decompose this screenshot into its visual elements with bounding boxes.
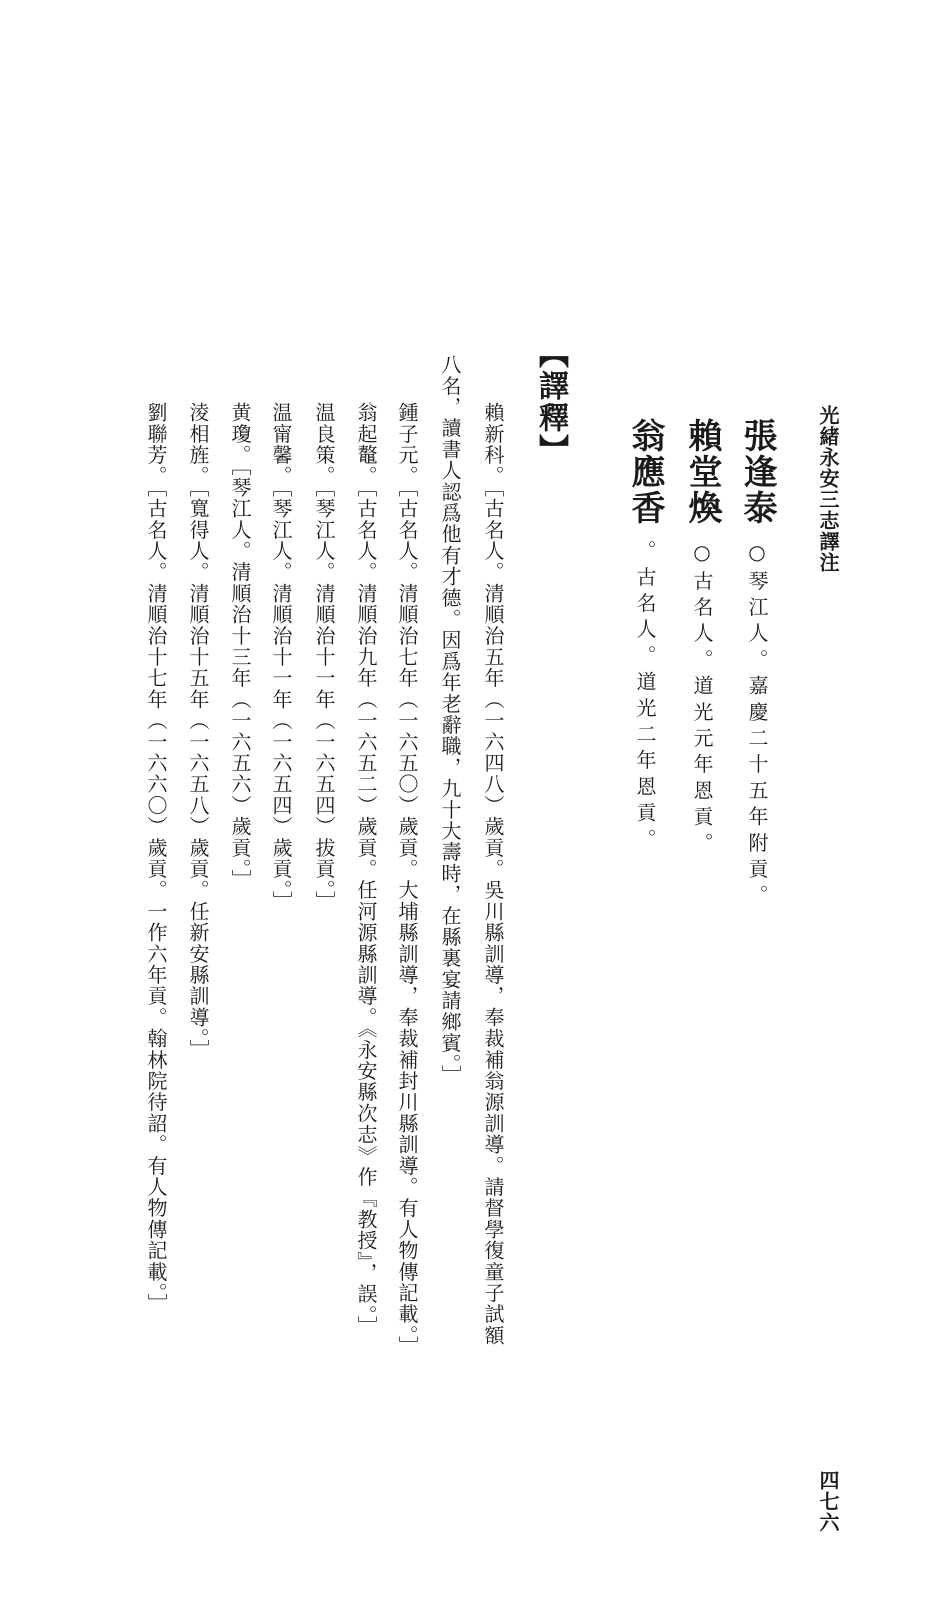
annotation-line: 温甯馨。［琴江人。清順治十一年（一六五四）歲貢。］ bbox=[269, 402, 293, 912]
annotation-line: 劉聯芳。［古名人。清順治十七年（一六六〇）歲貢。一作六年貢。翰林院待詔。有人物傳記載。］ bbox=[144, 402, 168, 1315]
entry-name: 賴堂煥 bbox=[682, 418, 722, 526]
entry-name: 翁應香 bbox=[625, 418, 665, 526]
gongsheng-entry bbox=[737, 418, 777, 911]
entry-description: ○琴江人。嘉慶二十五年附貢。 bbox=[745, 540, 769, 911]
gongsheng-entry bbox=[682, 418, 722, 859]
entry-name: 張逢泰 bbox=[737, 418, 777, 526]
annotation-line: 翁起鼇。［古名人。清順治九年（一六五二）歲貢。任河源縣訓導。《永安縣次志》作『教授』，誤。］ bbox=[354, 402, 378, 1338]
gongsheng-entry bbox=[625, 418, 665, 855]
page-number: 四七六 bbox=[816, 1470, 840, 1533]
entry-description: ○古名人。道光元年恩貢。 bbox=[690, 540, 714, 859]
running-header-title: 光緒永安三志譯注 bbox=[816, 405, 840, 573]
section-heading-translation: 【譯釋】 bbox=[533, 338, 568, 466]
annotation-line: 黄瓊。［琴江人。清順治十三年（一六五六）歲貢。］ bbox=[228, 402, 252, 891]
annotation-line: 温良策。［琴江人。清順治十一年（一六五四）拔貢。］ bbox=[312, 402, 336, 912]
annotation-line: 八名，讀書人認爲他有才德。因爲年老辭職，九十大壽時，在縣裏宴請鄉賓。］ bbox=[438, 354, 462, 1086]
entry-description: 。古名人。道光二年恩貢。 bbox=[633, 540, 657, 855]
annotation-line: 淩相旌。［寬得人。清順治十五年（一六五八）歲貢。任新安縣訓導。］ bbox=[186, 402, 210, 1061]
annotation-line: 鍾子元。［古名人。清順治七年（一六五〇）歲貢。大埔縣訓導，奉裁補封川縣訓導。有人物傳記載。］ bbox=[395, 402, 419, 1358]
annotation-line: 賴新科。［古名人。清順治五年（一六四八）歲貢。吳川縣訓導，奉裁補翁源訓導。請督學復童子試額 bbox=[481, 402, 505, 1346]
